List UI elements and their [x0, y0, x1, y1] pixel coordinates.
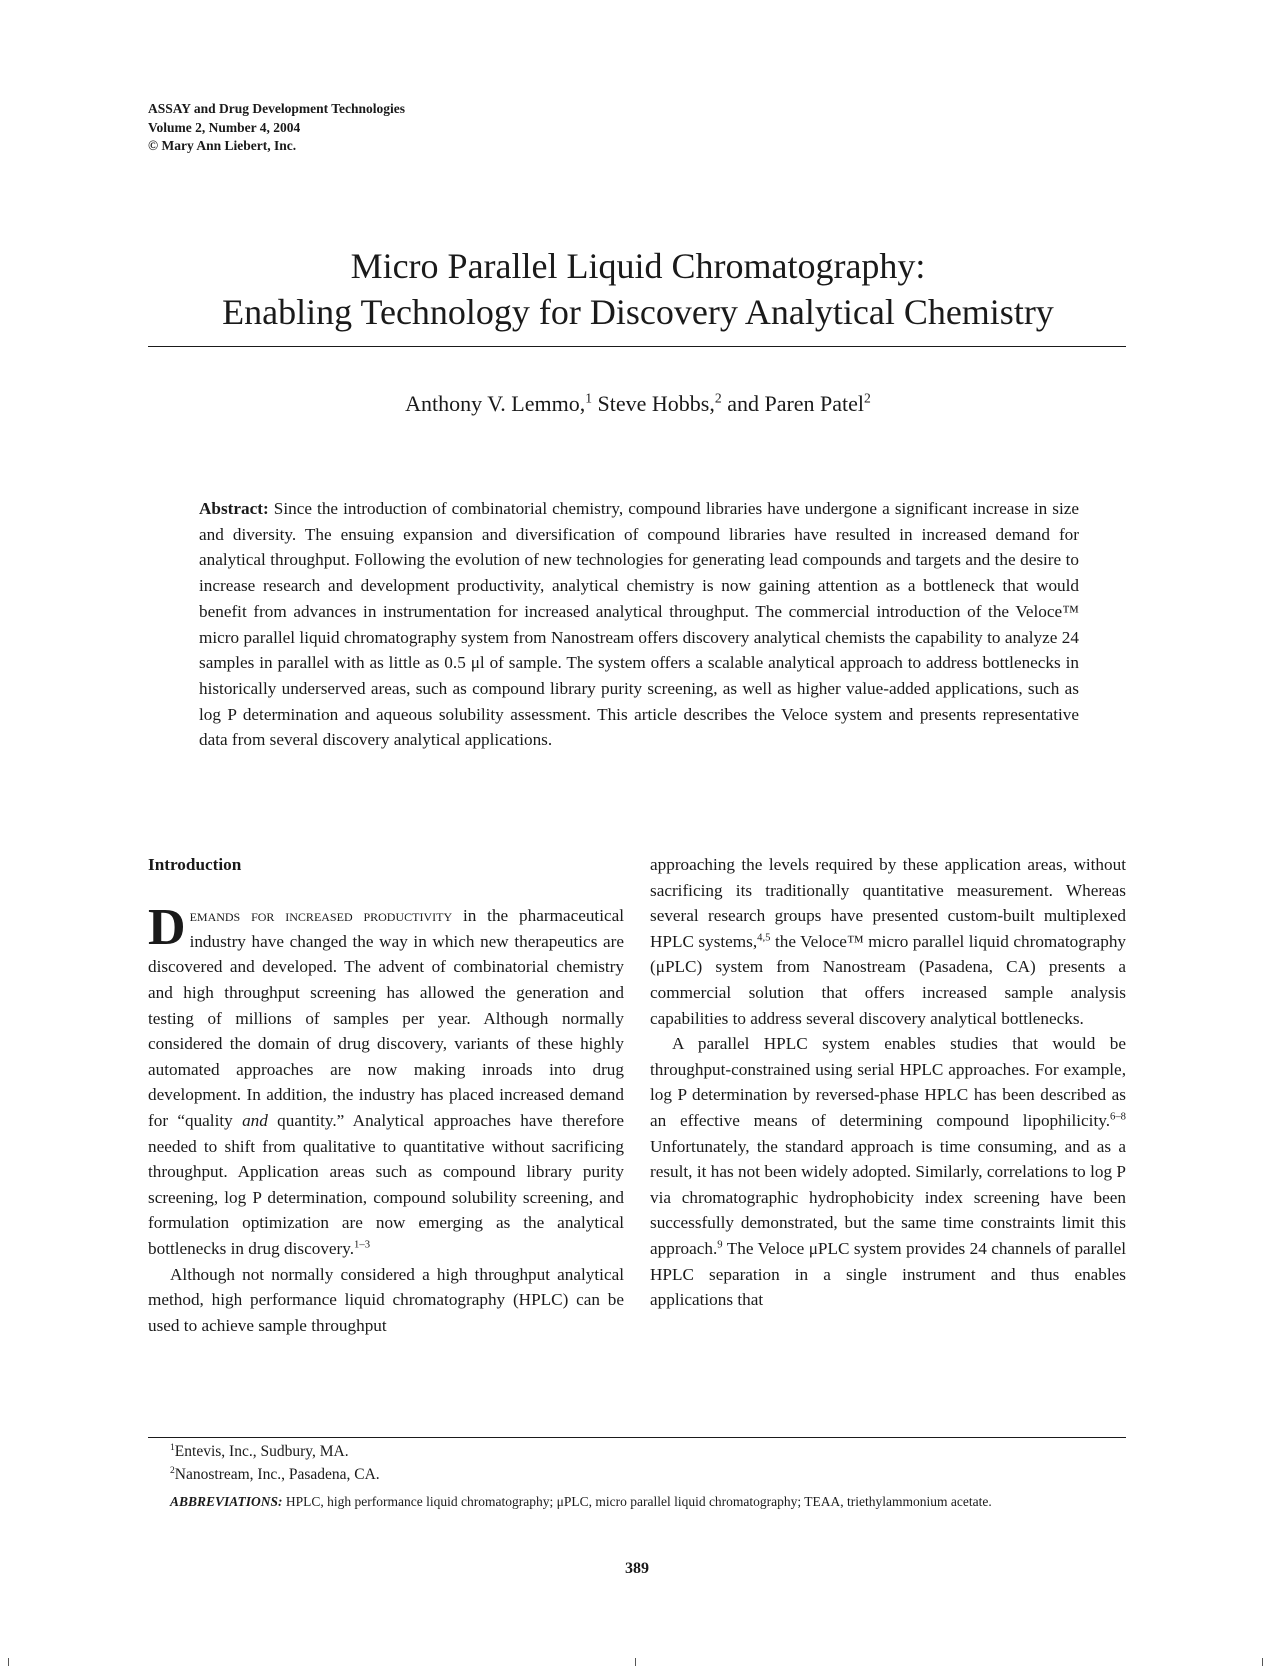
- journal-copyright: © Mary Ann Liebert, Inc.: [148, 138, 297, 153]
- author-1: Anthony V. Lemmo,: [405, 391, 586, 416]
- citation-ref: 1–3: [354, 1239, 371, 1251]
- footnote-affiliation-1: $^1$Entevis, Inc., Sudbury, MA.: [170, 1441, 349, 1460]
- abbreviations-label: ABBREVIATIONS:: [170, 1494, 283, 1509]
- crop-mark: [635, 1658, 636, 1666]
- intro-paragraph-3: approaching the levels required by these application areas, without sacrificing its traditionally quantitative measurement. Whereas several research groups have presented custom-built multiplexed HPLC systems,$^{4,5}$ the Veloce™ micro parallel liquid chromatography (μPLC) system from Nanostream (Pasadena, CA) presents a commercial solution that offers increased sample analysis capabilities to address several discovery analytical bottlenecks.: [650, 855, 1127, 1028]
- journal-name: ASSAY and Drug Development Technologies: [148, 101, 406, 116]
- author-list: [148, 390, 1128, 418]
- author-3-affiliation: 2: [864, 390, 871, 406]
- title-line-2: Enabling Technology for Discovery Analytical Chemistry: [222, 292, 1054, 332]
- author-3: and Paren Patel: [727, 391, 865, 416]
- citation-ref: 9: [717, 1239, 723, 1251]
- author-1-affiliation: 1: [585, 390, 593, 406]
- abbreviations-footnote: [148, 1492, 1126, 1511]
- crop-mark: [8, 1658, 9, 1666]
- title-divider: [148, 346, 1126, 347]
- journal-volume: Volume 2, Number 4, 2004: [148, 119, 301, 135]
- page-number: 389: [625, 1560, 649, 1577]
- intro-paragraph-2: Although not normally considered a high throughput analytical method, high performance liquid chromatography (HPLC) can be used to achieve sample throughput: [148, 1264, 624, 1335]
- right-column: [650, 852, 1126, 1313]
- author-2-affiliation: 2: [714, 390, 722, 406]
- left-column: [148, 852, 624, 1338]
- footnote-divider: [148, 1437, 1126, 1438]
- intro-paragraph-1: Demands for increased productivity in the pharmaceutical industry have changed the way in which new therapeutics are discovered and developed. The advent of combinatorial chemistry and high throughput screening has allowed the generation and testing of millions of samples per year. Although normally considered the domain of drug discovery, variants of these highly automated approaches are now making inroads into drug development. In addition, the industry has placed increased demand for “quality and quantity.” Analytical approaches have therefore needed to shift from qualitative to quantitative without sacrificing throughput. Application areas such as compound library purity screening, log P determination, compound solubility screening, and formulation optimization are now emerging as the analytical bottlenecks in drug discovery.$^{1-3}$: [148, 899, 625, 1258]
- citation-ref: 4,5: [757, 932, 771, 944]
- drop-cap: D: [148, 899, 186, 957]
- abstract-label: Abstract:: [199, 499, 269, 518]
- title-line-1: Micro Parallel Liquid Chromatography:: [350, 246, 926, 286]
- intro-paragraph-4: A parallel HPLC system enables studies that would be throughput-constrained using serial HPLC approaches. For example, log P determination by reversed-phase HPLC has been described as an effective means of determining compound lipophilicity.$^{6-8}$ Unfortunately, the standard approach is time consuming, and as a result, it has not been widely adopted. Similarly, correlations to log P via chromatographic hydrophobicity index screening have been successfully demonstrated, but the same time constraints limit this approach.$^9$ The Veloce μPLC system provides 24 channels of parallel HPLC separation in a single instrument and thus enables applications that: [650, 1034, 1126, 1310]
- crop-mark: [1262, 1658, 1263, 1666]
- footnote-affiliation-2: $^2$Nanostream, Inc., Pasadena, CA.: [170, 1464, 380, 1483]
- abstract: [199, 496, 1079, 753]
- abstract-text: Since the introduction of combinatorial chemistry, compound libraries have undergone a significant increase in size and diversity. The ensuing expansion and diversification of compound libraries have resulted in increased demand for analytical throughput. Following the evolution of new technologies for generating lead compounds and targets and the desire to increase research and development productivity, analytical chemistry is now gaining attention as a bottleneck that would benefit from advances in instrumentation for increased analytical throughput. The commercial introduction of the Veloce™ micro parallel liquid chromatography system from Nanostream offers discovery analytical chemists the capability to analyze 24 samples in parallel with as little as 0.5 μl of sample. The system offers a scalable analytical approach to address bottlenecks in historically underserved areas, such as compound library purity screening, as well as higher value-added applications, such as log P determination and aqueous solubility assessment. This article describes the Veloce system and presents representative data from several discovery analytical applications.: [199, 499, 1080, 750]
- abbreviations-text: HPLC, high performance liquid chromatography; μPLC, micro parallel liquid chromatography; TEAA, triethylammonium acetate.: [282, 1494, 992, 1509]
- intro-small-caps: emands for increased productivity: [189, 906, 453, 926]
- section-heading-introduction: Introduction: [148, 855, 242, 874]
- article-title: [148, 243, 1128, 335]
- journal-header: [148, 100, 405, 156]
- author-2: Steve Hobbs,: [597, 391, 715, 416]
- citation-ref: 6–8: [1110, 1111, 1126, 1123]
